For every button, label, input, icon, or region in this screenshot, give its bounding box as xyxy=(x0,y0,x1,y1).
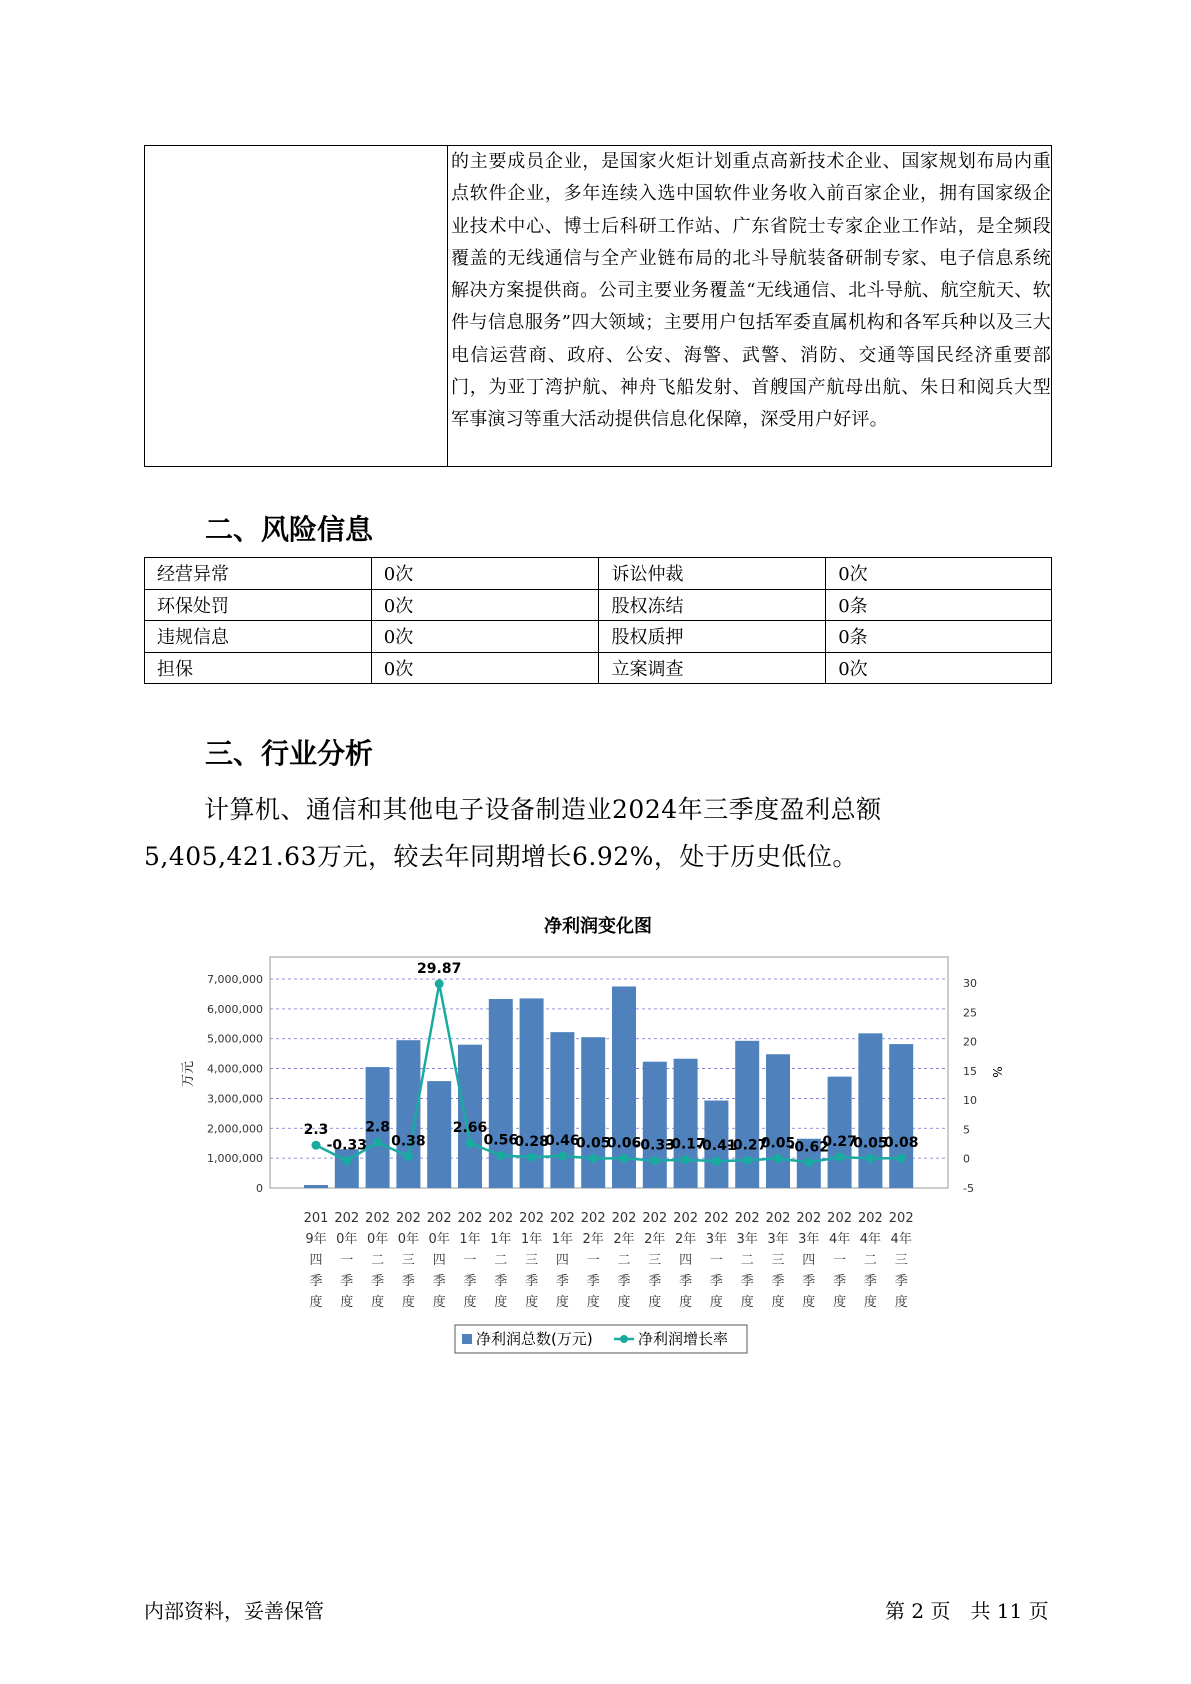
x-tick-label: 1年 xyxy=(459,1232,481,1247)
x-tick-label: 202 xyxy=(796,1211,822,1226)
x-tick-label: 2年 xyxy=(674,1232,697,1247)
x-tick-label: 季 xyxy=(833,1274,847,1289)
risk-value: 0条 xyxy=(826,621,1052,653)
footer-confidential: 内部资料，妥善保管 xyxy=(144,1599,324,1623)
x-tick-label: 202 xyxy=(488,1211,514,1226)
legend-line-marker xyxy=(620,1335,628,1343)
growth-point xyxy=(404,1152,413,1161)
growth-point xyxy=(558,1152,567,1161)
data-label: 29.87 xyxy=(417,960,462,977)
x-tick-label: 二 xyxy=(494,1253,508,1268)
data-label: -0.27 xyxy=(727,1137,768,1154)
data-label: -0.62 xyxy=(788,1139,829,1156)
y2-axis-label: % xyxy=(990,1066,1004,1078)
x-tick-label: 3年 xyxy=(767,1232,789,1247)
x-tick-label: 202 xyxy=(642,1211,668,1226)
bar xyxy=(643,1062,667,1188)
growth-point xyxy=(373,1138,382,1147)
bar xyxy=(766,1054,790,1188)
x-tick-label: 季 xyxy=(679,1274,693,1289)
bar xyxy=(889,1044,913,1188)
growth-point xyxy=(774,1154,783,1163)
data-label: 0.05 xyxy=(575,1135,611,1152)
x-tick-label: 度 xyxy=(586,1295,600,1310)
x-tick-label: 四 xyxy=(802,1253,816,1268)
risk-label: 担保 xyxy=(145,652,372,684)
y-axis-label: 万元 xyxy=(181,1060,196,1088)
growth-point xyxy=(496,1151,505,1160)
x-tick-label: 季 xyxy=(709,1274,723,1289)
data-label: 0.56 xyxy=(483,1132,519,1149)
x-tick-label: 3年 xyxy=(705,1232,728,1247)
legend-bar-label: 净利润总数(万元) xyxy=(476,1330,593,1348)
x-tick-label: 度 xyxy=(371,1295,385,1310)
growth-point xyxy=(897,1154,906,1163)
x-tick-label: 度 xyxy=(833,1295,847,1310)
x-tick-label: 季 xyxy=(494,1274,508,1289)
x-tick-label: 季 xyxy=(525,1274,539,1289)
x-tick-label: 度 xyxy=(740,1295,754,1310)
y2-tick-label: 5 xyxy=(963,1123,970,1137)
x-tick-label: 2年 xyxy=(582,1232,604,1247)
x-tick-label: 季 xyxy=(894,1274,908,1289)
x-tick-label: 三 xyxy=(401,1253,415,1268)
risk-value: 0次 xyxy=(826,652,1052,684)
footer-page-number: 第 2 页 共 11 页 xyxy=(885,1599,1049,1623)
risk-value: 0条 xyxy=(826,589,1052,621)
x-tick-label: 四 xyxy=(432,1253,446,1268)
x-tick-label: 度 xyxy=(894,1295,908,1310)
risk-heading: 二、风险信息 xyxy=(205,513,374,546)
data-label: 0.38 xyxy=(391,1133,426,1150)
risk-value: 0次 xyxy=(371,558,599,590)
data-label: 2.3 xyxy=(303,1122,329,1139)
risk-label: 经营异常 xyxy=(145,558,372,590)
data-label: 0.05 xyxy=(853,1135,888,1152)
x-tick-label: 3年 xyxy=(736,1232,758,1247)
x-tick-label: 度 xyxy=(771,1295,785,1310)
x-tick-label: 202 xyxy=(611,1211,637,1226)
bar xyxy=(427,1081,451,1188)
growth-point xyxy=(466,1139,475,1148)
x-tick-label: 202 xyxy=(857,1211,883,1226)
x-tick-label: 4年 xyxy=(890,1232,912,1247)
growth-point xyxy=(435,979,444,988)
y-tick-label: 7,000,000 xyxy=(207,973,263,986)
x-tick-label: 二 xyxy=(617,1253,631,1268)
risk-label: 立案调查 xyxy=(599,652,826,684)
x-tick-label: 202 xyxy=(549,1211,575,1226)
x-tick-label: 季 xyxy=(771,1274,785,1289)
y2-tick-label: 0 xyxy=(963,1152,970,1166)
data-label: 0.06 xyxy=(606,1135,642,1152)
x-tick-label: 一 xyxy=(340,1253,354,1268)
risk-label: 环保处罚 xyxy=(145,589,372,621)
x-tick-label: 季 xyxy=(648,1274,662,1289)
risk-value: 0次 xyxy=(371,621,599,653)
bar xyxy=(674,1059,698,1188)
x-tick-label: 季 xyxy=(401,1274,415,1289)
industry-paragraph-line1: 计算机、通信和其他电子设备制造业2024年三季度盈利总额 xyxy=(204,795,882,824)
x-tick-label: 季 xyxy=(740,1274,754,1289)
x-tick-label: 度 xyxy=(463,1295,477,1310)
x-tick-label: 季 xyxy=(586,1274,600,1289)
x-tick-label: 0年 xyxy=(428,1232,450,1247)
company-intro-text: 的主要成员企业，是国家火炬计划重点高新技术企业、国家规划布局内重点软件企业，多年连续入选中国软件业务收入前百家企业，拥有国家级企业技术中心、博士后科研工作站、广东省院士专家企业工作站，是全频段覆盖的无线通信与全产业链布局的北斗导航装备研制专家、电子信息系统解决方案提供商。公司主要业务覆盖“无线通信、北斗导航、航空航天、软件与信息服务”四大领域；主要用户包括军委直属机构和各军兵种以及三大电信运营商、政府、公安、海警、武警、消防、交通等国民经济重要部门，为亚丁湾护航、神舟飞船发射、首艘国产航母出航、朱日和阅兵大型军事演习等重大活动提供信息化保障，深受用户好评。 xyxy=(451,151,1051,431)
x-tick-label: 1年 xyxy=(490,1232,512,1247)
x-tick-label: 一 xyxy=(709,1253,723,1268)
data-label: 0.46 xyxy=(545,1133,580,1150)
x-tick-label: 三 xyxy=(771,1253,785,1268)
x-tick-label: 0年 xyxy=(366,1232,389,1247)
data-label: 0.05 xyxy=(760,1135,796,1152)
x-tick-label: 度 xyxy=(525,1295,539,1310)
data-label: -0.33 xyxy=(326,1137,367,1154)
data-label: 0.28 xyxy=(514,1134,549,1151)
x-tick-label: 度 xyxy=(309,1295,323,1310)
x-tick-label: 一 xyxy=(833,1253,847,1268)
y2-tick-label: 25 xyxy=(963,1006,977,1020)
x-tick-label: 季 xyxy=(309,1274,323,1289)
y2-tick-label: 20 xyxy=(963,1035,977,1049)
x-tick-label: 度 xyxy=(401,1295,415,1310)
y-tick-label: 5,000,000 xyxy=(207,1032,263,1046)
industry-paragraph-line2: 5,405,421.63万元，较去年同期增长6.92%，处于历史低位。 xyxy=(144,842,858,871)
x-tick-label: 季 xyxy=(863,1274,877,1289)
x-tick-label: 202 xyxy=(395,1211,421,1226)
x-tick-label: 3年 xyxy=(798,1232,820,1247)
x-tick-label: 0年 xyxy=(397,1232,420,1247)
x-tick-label: 1年 xyxy=(551,1232,574,1247)
risk-label: 违规信息 xyxy=(145,621,372,653)
x-tick-label: 季 xyxy=(802,1274,816,1289)
growth-point xyxy=(835,1153,844,1162)
x-tick-label: 9年 xyxy=(305,1232,327,1247)
data-label: 2.66 xyxy=(452,1120,488,1137)
x-tick-label: 季 xyxy=(371,1274,385,1289)
bar xyxy=(550,1032,574,1188)
risk-label: 诉讼仲裁 xyxy=(599,558,826,590)
y-tick-label: 0 xyxy=(256,1182,263,1195)
growth-point xyxy=(681,1155,690,1164)
risk-label: 股权冻结 xyxy=(599,589,826,621)
x-tick-label: 度 xyxy=(863,1295,877,1310)
x-tick-label: 季 xyxy=(617,1274,631,1289)
growth-point xyxy=(527,1153,536,1162)
x-tick-label: 四 xyxy=(309,1253,323,1268)
data-label: 0.08 xyxy=(883,1135,919,1152)
x-tick-label: 202 xyxy=(888,1211,914,1226)
x-tick-label: 度 xyxy=(555,1295,569,1310)
x-tick-label: 202 xyxy=(827,1211,853,1226)
x-tick-label: 4年 xyxy=(859,1232,882,1247)
bar xyxy=(858,1033,882,1188)
risk-value: 0次 xyxy=(371,652,599,684)
x-tick-label: 季 xyxy=(432,1274,446,1289)
x-tick-label: 2年 xyxy=(644,1232,666,1247)
x-tick-label: 度 xyxy=(802,1295,816,1310)
x-tick-label: 202 xyxy=(457,1211,483,1226)
x-tick-label: 度 xyxy=(679,1295,693,1310)
y-tick-label: 2,000,000 xyxy=(207,1122,263,1136)
x-tick-label: 202 xyxy=(519,1211,545,1226)
x-tick-label: 2年 xyxy=(613,1232,635,1247)
growth-point xyxy=(712,1157,721,1166)
y2-tick-label: 15 xyxy=(963,1064,977,1078)
growth-point xyxy=(342,1156,351,1165)
x-tick-label: 二 xyxy=(740,1253,754,1268)
bar xyxy=(828,1077,852,1188)
growth-point xyxy=(804,1158,813,1167)
risk-value: 0次 xyxy=(826,558,1052,590)
y-tick-label: 6,000,000 xyxy=(207,1002,263,1016)
x-tick-label: 0年 xyxy=(336,1232,358,1247)
legend-line-label: 净利润增长率 xyxy=(638,1330,729,1348)
x-tick-label: 季 xyxy=(463,1274,477,1289)
x-tick-label: 三 xyxy=(894,1253,908,1268)
x-tick-label: 季 xyxy=(340,1274,354,1289)
data-label: -0.41 xyxy=(696,1138,737,1155)
x-tick-label: 201 xyxy=(303,1211,329,1226)
x-tick-label: 度 xyxy=(709,1295,723,1310)
growth-point xyxy=(743,1156,752,1165)
x-tick-label: 季 xyxy=(555,1274,569,1289)
y2-tick-label: 30 xyxy=(963,977,977,990)
legend-bar-swatch xyxy=(462,1334,472,1344)
bar xyxy=(304,1185,328,1188)
bar xyxy=(458,1045,482,1188)
chart-title: 净利润变化图 xyxy=(544,916,652,937)
growth-point xyxy=(866,1154,875,1163)
growth-point xyxy=(589,1154,598,1163)
x-tick-label: 二 xyxy=(863,1253,877,1268)
x-tick-label: 202 xyxy=(673,1211,699,1226)
x-tick-label: 四 xyxy=(555,1253,569,1268)
industry-heading: 三、行业分析 xyxy=(205,737,374,770)
y-tick-label: 1,000,000 xyxy=(207,1152,263,1166)
x-tick-label: 202 xyxy=(426,1211,452,1226)
growth-point xyxy=(650,1156,659,1165)
x-tick-label: 三 xyxy=(525,1253,539,1268)
risk-label: 股权质押 xyxy=(599,621,826,653)
bar xyxy=(735,1041,759,1188)
x-tick-label: 三 xyxy=(648,1253,662,1268)
x-tick-label: 202 xyxy=(334,1211,360,1226)
data-label: 0.27 xyxy=(822,1134,857,1151)
y-tick-label: 3,000,000 xyxy=(207,1092,263,1106)
y2-tick-label: 10 xyxy=(963,1094,977,1108)
x-tick-label: 202 xyxy=(703,1211,729,1226)
x-tick-label: 度 xyxy=(617,1295,631,1310)
y2-tick-label: -5 xyxy=(963,1182,974,1195)
x-tick-label: 二 xyxy=(371,1253,385,1268)
x-tick-label: 度 xyxy=(494,1295,508,1310)
x-tick-label: 度 xyxy=(648,1295,662,1310)
x-tick-label: 1年 xyxy=(520,1232,543,1247)
x-tick-label: 202 xyxy=(734,1211,760,1226)
data-label: 2.8 xyxy=(365,1119,391,1136)
x-tick-label: 202 xyxy=(765,1211,791,1226)
data-label: -0.33 xyxy=(634,1137,675,1154)
bar xyxy=(581,1037,605,1188)
growth-point xyxy=(620,1154,629,1163)
x-tick-label: 度 xyxy=(432,1295,446,1310)
y-tick-label: 4,000,000 xyxy=(207,1062,263,1076)
data-label: -0.17 xyxy=(665,1136,706,1153)
x-tick-label: 四 xyxy=(679,1253,693,1268)
x-tick-label: 一 xyxy=(463,1253,477,1268)
risk-value: 0次 xyxy=(371,589,599,621)
x-tick-label: 4年 xyxy=(828,1232,851,1247)
x-tick-label: 度 xyxy=(340,1295,354,1310)
x-tick-label: 202 xyxy=(365,1211,391,1226)
x-tick-label: 一 xyxy=(586,1253,600,1268)
x-tick-label: 202 xyxy=(580,1211,606,1226)
growth-point xyxy=(312,1141,321,1150)
